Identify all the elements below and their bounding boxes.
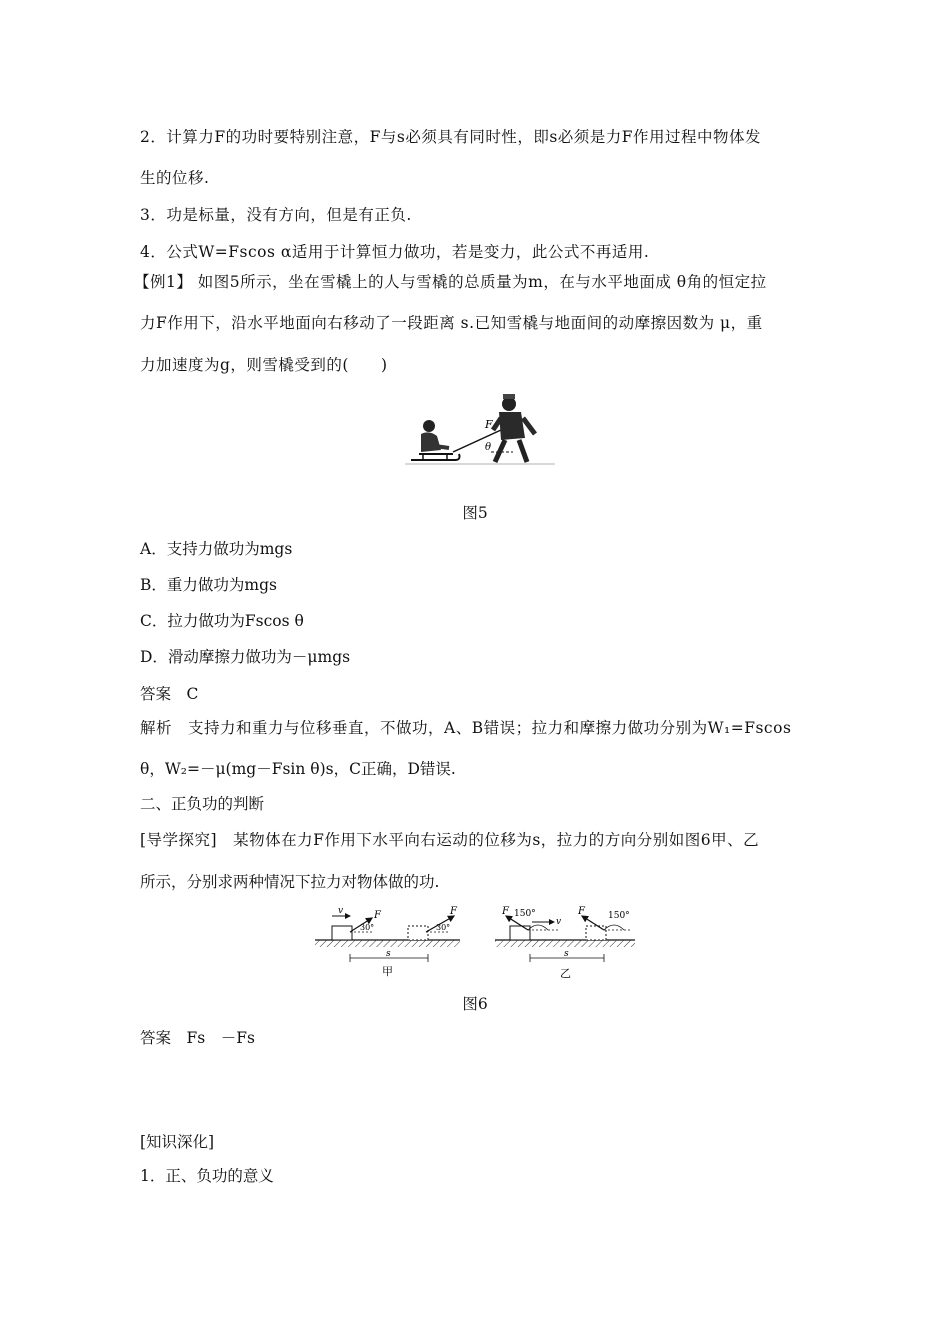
figure-5-caption: 图5 [462,504,488,522]
analysis-line-2: θ，W₂=－μ(mg－Fsin θ)s，C正确，D错误. [140,760,456,778]
answer-2: 答案 Fs －Fs [140,1029,255,1047]
fig6-jia-angle-2: 30° [436,923,451,932]
fig6-yi-angle-2: 150° [608,911,630,921]
figure-6-force-diagrams [310,900,640,982]
item-1: 1．正、负功的意义 [140,1167,274,1185]
fig6-jia-label-F2: F [450,906,457,917]
fig6-yi-name: 乙 [560,967,571,980]
option-b: B．重力做功为mgs [140,576,277,594]
fig6-yi-label-s: s [564,949,569,959]
fig6-yi-label-F2: F [578,906,585,917]
example-1-stem-1: 【例1】 如图5所示，坐在雪橇上的人与雪橇的总质量为m，在与水平地面成 θ角的恒定拉 [134,273,767,291]
knowledge-heading: [知识深化] [140,1133,215,1151]
text-line-4: 4．公式W=Fscos α适用于计算恒力做功，若是变力，此公式不再适用. [140,243,650,261]
example-1-stem-2: 力F作用下，沿水平地面向右移动了一段距离 s.已知雪橇与地面间的动摩擦因数为 μ，重 [140,314,763,332]
fig6-jia-label-F1: F [374,910,381,921]
fig6-yi-angle-1: 150° [514,909,536,919]
figure-6-yi [495,906,635,980]
figure-5-sled-illustration [405,390,555,470]
figure-6-caption: 图6 [462,995,488,1013]
fig6-jia-name: 甲 [382,965,393,978]
answer-1: 答案 C [140,685,199,703]
fig5-label-F: F [485,418,493,431]
fig6-yi-label-F1: F [502,906,509,917]
figure-6-jia [315,906,460,978]
section-heading-2: 二、正负功的判断 [140,795,265,813]
fig6-jia-label-s: s [386,949,391,959]
option-a: A．支持力做功为mgs [140,540,293,558]
text-line-3: 3．功是标量，没有方向，但是有正负. [140,206,412,224]
option-c: C．拉力做功为Fscos θ [140,612,304,630]
guide-line-2: 所示，分别求两种情况下拉力对物体做的功. [140,873,440,891]
text-line-1: 2．计算力F的功时要特别注意，F与s必须具有同时性，即s必须是力F作用过程中物体发 [140,128,762,146]
fig6-jia-angle-1: 30° [360,923,375,932]
analysis-line-1: 解析 支持力和重力与位移垂直，不做功，A、B错误；拉力和摩擦力做功分别为W₁=Fscos [140,719,792,737]
text-line-2: 生的位移. [140,169,210,187]
guide-line-1: [导学探究] 某物体在力F作用下水平向右运动的位移为s，拉力的方向分别如图6甲、乙 [140,831,760,849]
fig6-jia-label-v: v [338,906,344,916]
fig5-label-theta: θ [485,442,492,453]
option-d: D．滑动摩擦力做功为－μmgs [140,648,351,666]
fig6-yi-label-v: v [556,917,562,927]
example-1-stem-3: 力加速度为g，则雪橇受到的( ) [140,356,388,374]
